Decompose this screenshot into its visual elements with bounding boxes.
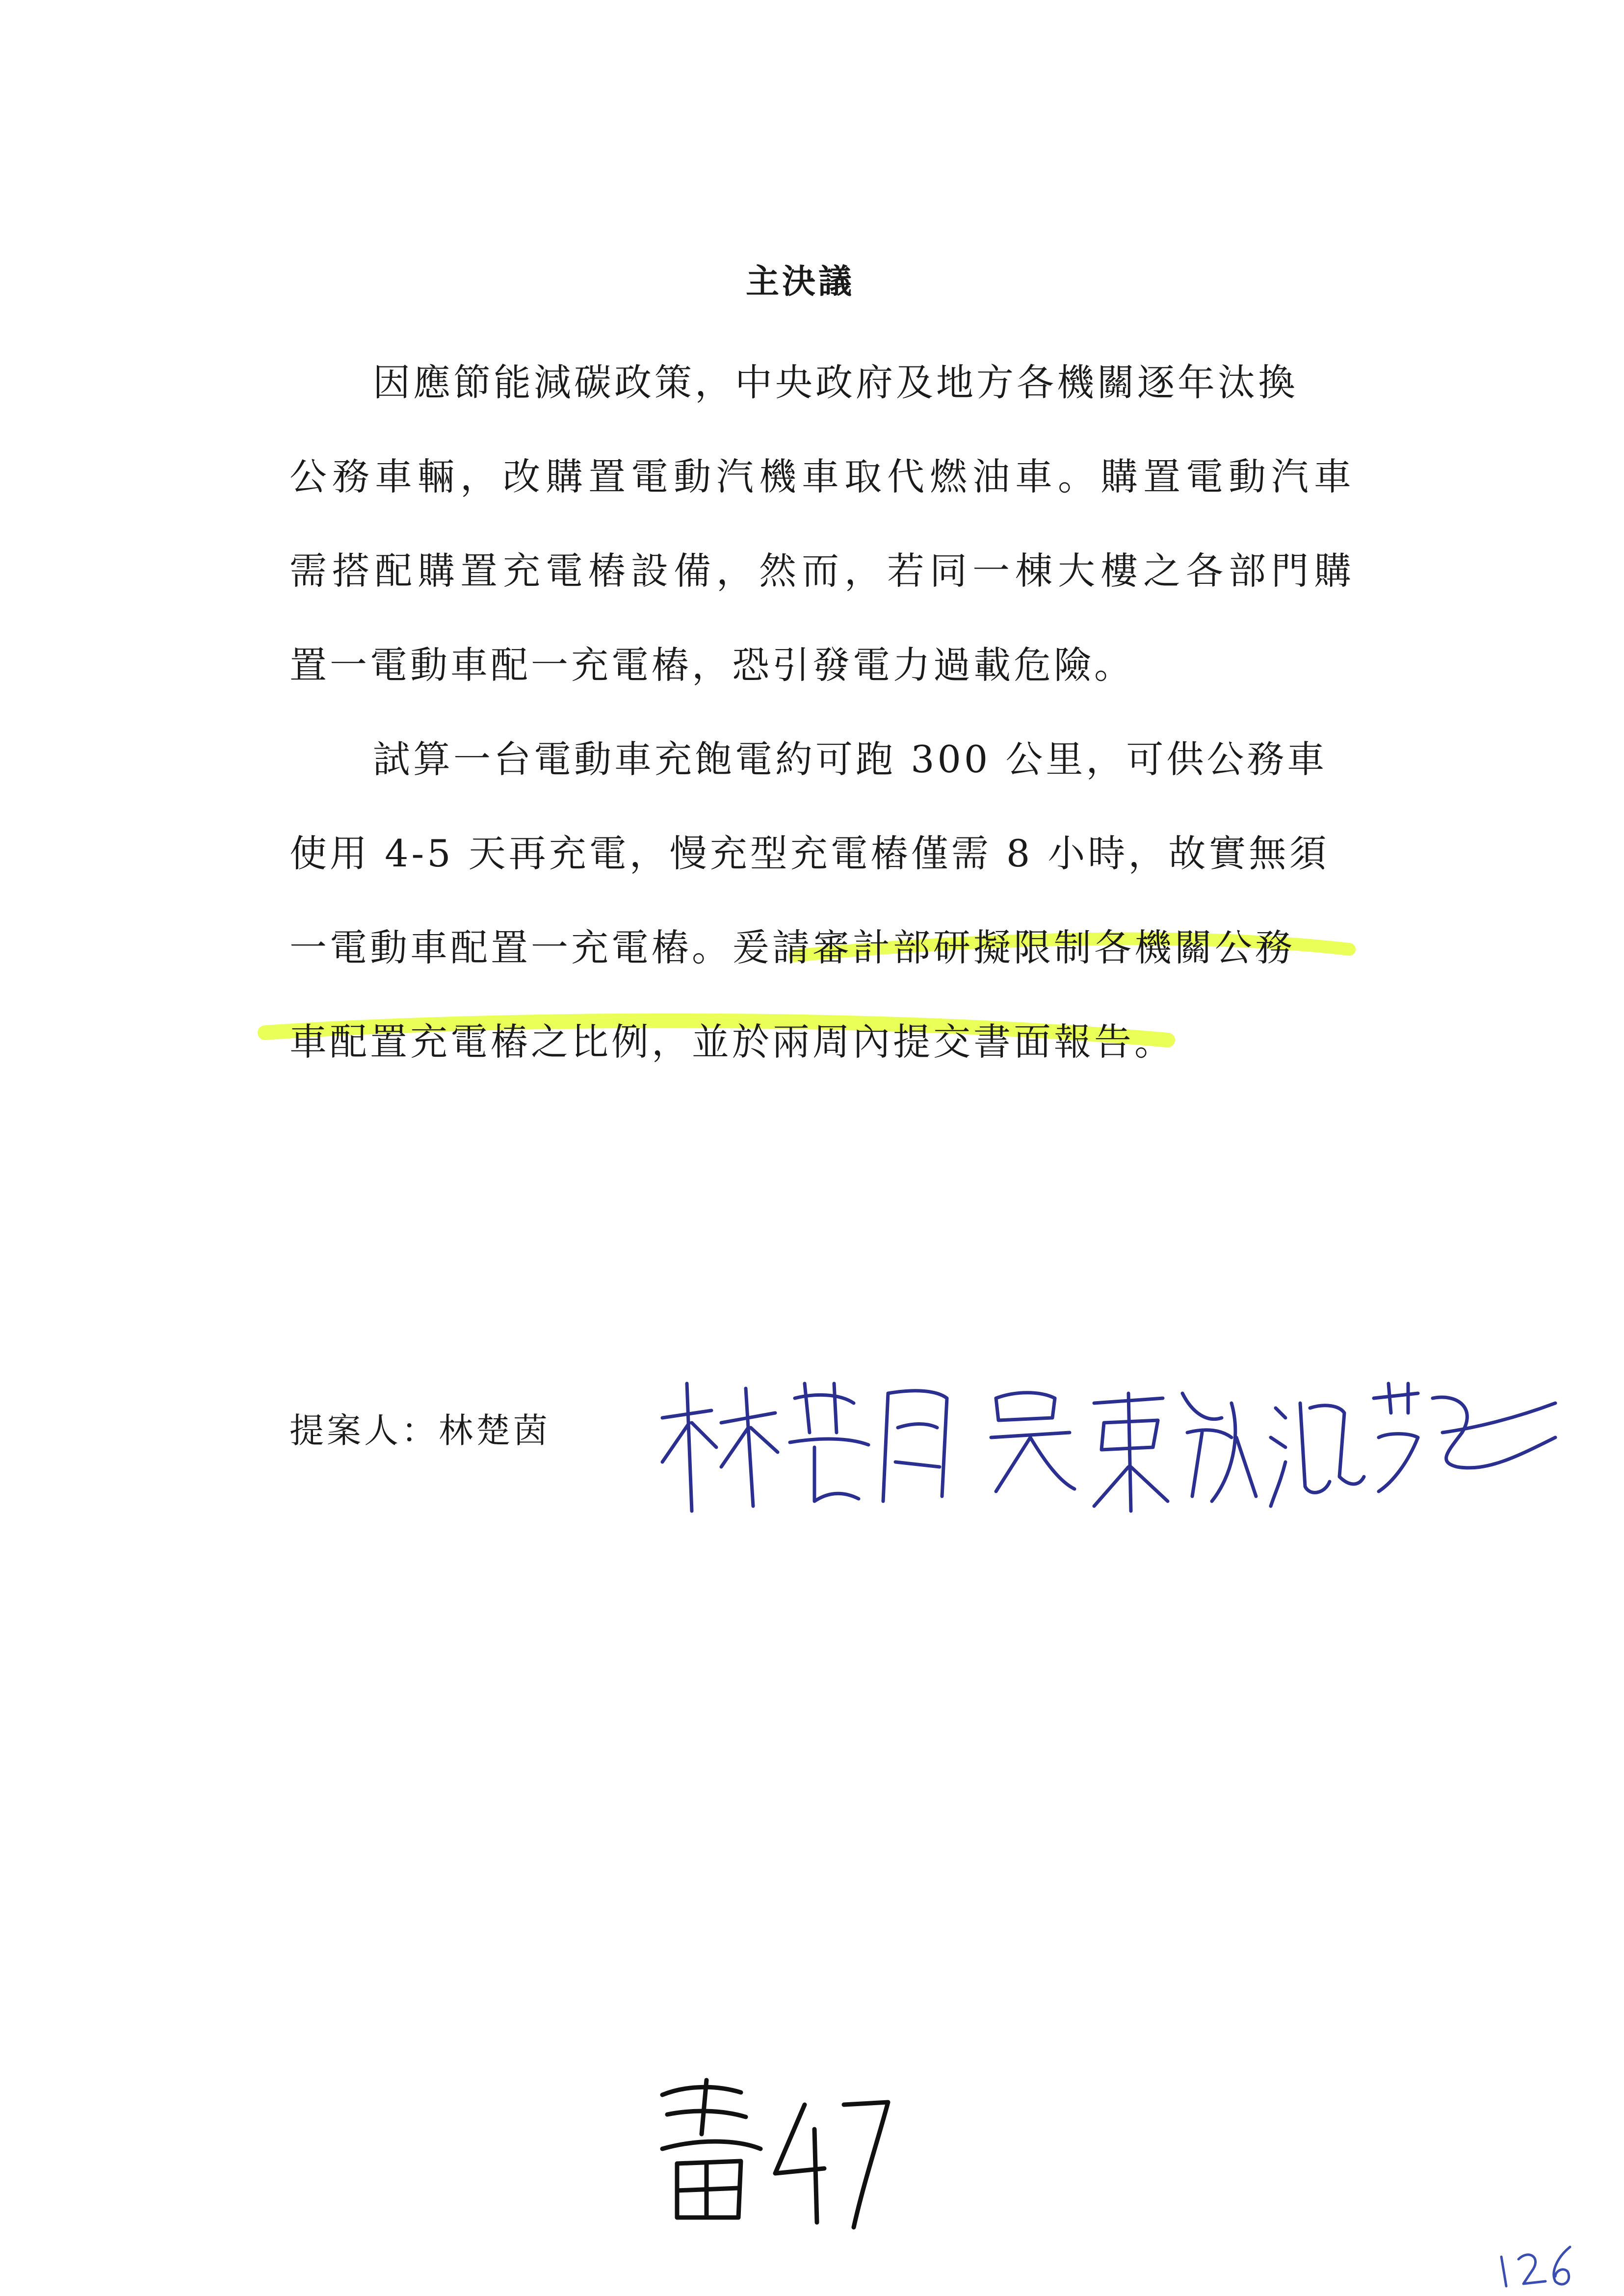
paragraph-1-line-4: 置一電動車配一充電樁，恐引發電力過載危險。 [289, 643, 1134, 687]
handwritten-corner-number [1492, 2237, 1580, 2291]
paragraph-2-line-3-plain: 一電動車配置一充電樁。爰 [289, 926, 772, 969]
proposer-line [289, 1403, 550, 1453]
paragraph-2-line-4-highlighted: 車配置充電樁之比例，並於兩周內提交書面報告 [289, 1020, 1134, 1064]
paragraph-2-line-4 [289, 1018, 1354, 1067]
handwritten-page-mark [648, 2075, 903, 2242]
paragraph-2-line-1: 試算一台電動車充飽電約可跑 300 公里，可供公務車 [373, 737, 1328, 781]
paragraph-1-line-1: 因應節能減碳政策，中央政府及地方各機關逐年汰換 [373, 361, 1298, 404]
signature-1 [662, 1383, 947, 1511]
paragraph-2-line-3-highlighted: 請審計部研擬限制各機關公務 [772, 926, 1295, 969]
paragraph-2-line-2: 使用 4-5 天再充電，慢充型充電樁僅需 8 小時，故實無須 [289, 832, 1330, 875]
handwritten-signatures [653, 1364, 1565, 1540]
signature-2 [991, 1393, 1256, 1511]
document-title: 主決議 [746, 262, 855, 301]
proposer-name: 林楚茵 [439, 1410, 550, 1451]
paragraph-1-line-2: 公務車輛，改購置電動汽機車取代燃油車。購置電動汽車 [289, 455, 1354, 498]
paragraph-2-line-4-end: 。 [1134, 1020, 1175, 1064]
paragraph-1-line-3: 需搭配購置充電樁設備，然而，若同一棟大樓之各部門購 [289, 549, 1354, 593]
paragraph-2-line-3 [289, 923, 1354, 972]
proposer-label: 提案人： [289, 1410, 439, 1451]
signature-3 [1271, 1383, 1555, 1506]
